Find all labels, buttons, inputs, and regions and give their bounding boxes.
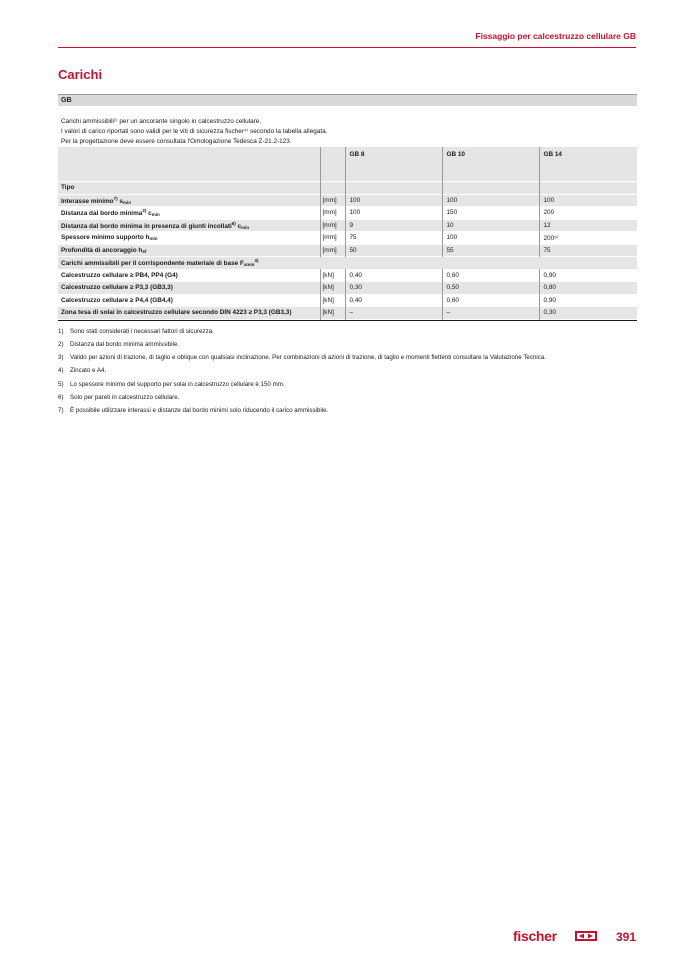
loads-heading-row [58,257,637,270]
footnote-number: 6) [58,393,64,401]
row-symbol: s [119,197,123,205]
row-label-text: Profondità di ancoraggio [61,246,137,254]
footnote-text: Solo per pareti in calcestruzzo cellulare. [70,393,180,401]
loads-heading-label: Carichi ammissibili per il corrispondente materiale di base [61,260,239,268]
row-label-text: Distanza dal bordo minima in presenza di giunti incollati [61,222,232,230]
value-cell: 75 [539,244,637,257]
row-symbol-sub: ef [142,248,147,254]
header-rule [58,47,636,48]
value-cell: 100 [345,207,442,220]
value-cell: 0,30 [539,307,637,320]
table-row [58,207,637,220]
row-label [58,194,320,207]
column-header: GB 10 [442,147,539,182]
unit-cell: [mm] [320,232,345,245]
value-cell: 200 [539,207,637,220]
column-header: GB 8 [345,147,442,182]
value-cell: 0,80 [539,282,637,295]
table-row [58,194,637,207]
running-header: Fissaggio per calcestruzzo cellulare GB [475,31,636,41]
product-bar: GB [58,94,637,106]
value-cell: 100 [539,194,637,207]
table-row [58,219,637,232]
row-label: Calcestruzzo cellulare ≥ P4,4 (GB4,4) [58,294,320,307]
unit-cell: [kN] [320,282,345,295]
table-row [58,282,637,295]
unit-cell: [mm] [320,194,345,207]
intro-line: Carichi ammissibili¹⁾ per un ancorante singolo in calcestruzzo cellulare. [61,118,262,125]
footnote [58,338,637,351]
value-cell: 0,40 [345,269,442,282]
table-row [58,307,637,320]
footnote [58,378,637,391]
unit-cell: [mm] [320,207,345,220]
value-cell: 0,90 [539,269,637,282]
unit-cell: [kN] [320,269,345,282]
value-cell: 9 [345,219,442,232]
row-symbol-sub: min [241,224,250,230]
row-label-text: Interasse minimo [61,197,114,205]
row-label-sup: 7) [113,195,118,201]
footnote-number: 7) [58,407,64,415]
table-row [58,294,637,307]
value-cell: 100 [442,232,539,245]
value-cell: 100 [442,194,539,207]
section-title: Carichi [58,67,103,82]
footnotes [58,325,637,418]
value-cell: 55 [442,244,539,257]
value-cell: – [442,307,539,320]
footnote-text: Zincato e A4. [70,367,107,375]
value-cell: 75 [345,232,442,245]
row-symbol-sub: min [151,212,160,218]
unit-cell: [mm] [320,219,345,232]
footnote-text: È possibile utilizzare interassi e distanze dal bordo minimi solo riducendo il carico ammissibile. [70,407,329,415]
intro-line: Per la progettazione deve essere consultata l'Omologazione Tedesca Z-21.2-123. [61,138,292,145]
column-header: GB 14 [539,147,637,182]
value-cell: 12 [539,219,637,232]
footnote [58,404,637,417]
table-end-rule [58,320,637,321]
loads-table [58,147,637,320]
loads-heading-symbol: F [240,260,244,268]
row-symbol-sub: min [149,236,158,242]
value-cell: 10 [442,219,539,232]
row-label: Zona tesa di solai in calcestruzzo cellulare secondo DIN 4223 ≥ P3,3 (GB3,3) [58,307,320,320]
row-label-sup: 2) [142,208,147,214]
value-cell: 0,90 [539,294,637,307]
footnote-number: 5) [58,380,64,388]
footnote-number: 1) [58,327,64,335]
row-label [58,232,320,245]
footnote [58,325,637,338]
value-cell: 50 [345,244,442,257]
row-label-text: Distanza dal bordo minima [61,210,143,218]
brand-mark-icon [575,931,597,941]
table-row [58,269,637,282]
footnote-text: Lo spessore minimo del supporto per solai in calcestruzzo cellulare è 150 mm. [70,380,285,388]
table-row [58,232,637,245]
row-symbol: h [138,246,143,254]
footnote-number: 3) [58,354,64,362]
value-cell: 150 [442,207,539,220]
unit-cell: [kN] [320,307,345,320]
value-cell: 0,40 [345,294,442,307]
row-label [58,207,320,220]
row-symbol: h [145,234,150,242]
unit-cell: [kN] [320,294,345,307]
footnote-number: 4) [58,367,64,375]
value-cell: 0,50 [442,282,539,295]
loads-table-box [58,94,637,418]
loads-heading-sup: 3) [254,258,259,264]
tipo-row [58,182,637,195]
row-symbol-sub: min [122,199,131,205]
value-cell: 200⁵⁾ [539,232,637,245]
footnote-text: Valido per azioni di trazione, di taglio e oblique con qualsiasi inclinazione. Per combinazioni di azioni di trazione, di taglio e momenti flettenti consultare la Valutazione Tecnica. [70,354,547,362]
footnote [58,351,637,364]
value-cell: – [345,307,442,320]
row-label-text: Spessore minimo supporto [61,234,144,242]
value-cell: 100 [345,194,442,207]
footnote [58,391,637,404]
unit-cell: [mm] [320,244,345,257]
row-label-sup: 6) [231,220,236,226]
footnote-text: Distanza dal bordo minima ammissibile. [70,340,180,348]
row-symbol: c [148,210,152,218]
intro-text [58,117,637,147]
row-label [58,219,320,232]
footnote-text: Sono stati considerati i necessari fattori di sicurezza. [70,327,214,335]
row-symbol: c [237,222,242,230]
brand-logo: fischer [513,928,557,944]
footnote [58,364,637,377]
tipo-label: Tipo [58,182,320,195]
value-cell: 0,60 [442,294,539,307]
loads-heading-sub: amm [243,262,255,268]
intro-line: I valori di carico riportati sono validi per le viti di sicurezza fischer⁴⁾ secondo la tabella allegata. [61,128,328,135]
table-row [58,244,637,257]
table-header-row [58,147,637,182]
footnote-number: 2) [58,340,64,348]
row-label [58,244,320,257]
row-label: Calcestruzzo cellulare ≥ P3,3 (GB3,3) [58,282,320,295]
page-number: 391 [615,930,636,944]
row-label: Calcestruzzo cellulare ≥ PB4, PP4 (G4) [58,269,320,282]
value-cell: 0,60 [442,269,539,282]
value-cell: 0,30 [345,282,442,295]
